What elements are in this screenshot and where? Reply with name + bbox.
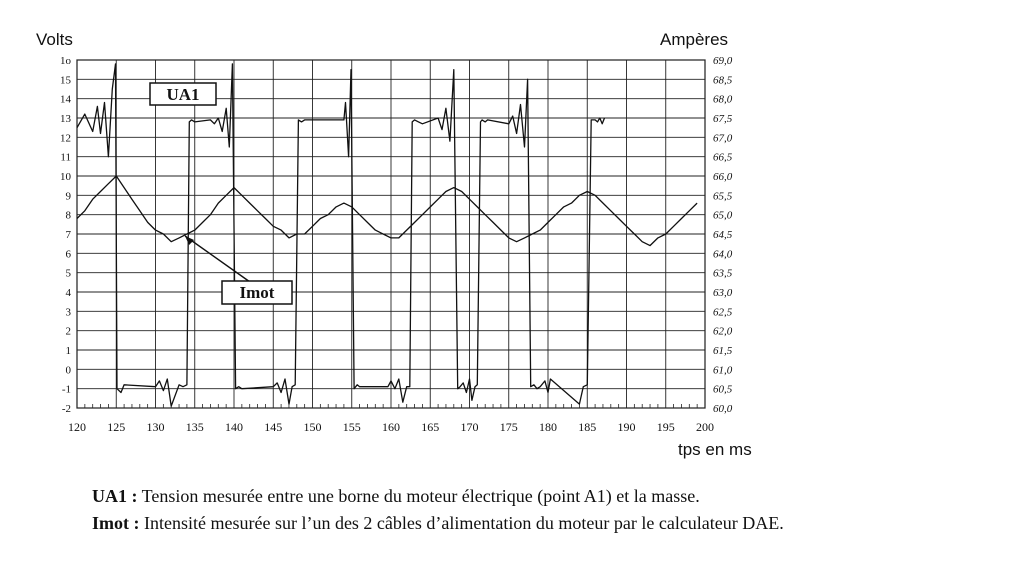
x-tick-label: 145: [264, 420, 283, 434]
y-right-tick-label: 67,0: [713, 132, 733, 145]
y-right-tick-label: 62,0: [713, 325, 733, 338]
caption-desc-ua1: Tension mesurée entre une borne du moteur électrique (point A1) et la masse.: [137, 486, 700, 506]
y-right-tick-label: 64,0: [713, 248, 733, 261]
y-left-tick-label: 8: [65, 209, 71, 222]
y-left-tick-label: 0: [65, 364, 71, 377]
series-layer: [77, 64, 697, 406]
y-left-tick-label: 10: [60, 171, 71, 183]
x-tick-label: 190: [617, 420, 636, 434]
y-left-tick-label: 13: [60, 113, 71, 125]
y-right-tick-label: 64,5: [713, 229, 733, 241]
y-left-tick-label: 15: [60, 74, 71, 87]
y-right-tick-label: 68,5: [713, 74, 733, 87]
y-left-tick-label: 6: [65, 248, 71, 261]
y-right-tick-label: 65,0: [713, 209, 733, 222]
x-tick-label: 155: [342, 420, 361, 434]
x-tick-label: 200: [696, 420, 714, 434]
y-left-tick-label: 9: [65, 190, 71, 203]
imot-arrow-head: [185, 236, 194, 245]
y-left-tick-label: 1: [65, 345, 71, 357]
right-tick-labels: [713, 55, 733, 415]
x-tick-labels: [68, 420, 714, 434]
caption-line-2: [92, 513, 784, 534]
y-right-tick-label: 61,5: [713, 345, 733, 357]
y-right-axis-title: Ampères: [660, 30, 729, 49]
caption-term-imot: Imot :: [92, 513, 140, 533]
ua1-label: UA1: [166, 85, 200, 104]
x-tick-label: 130: [146, 420, 165, 434]
y-left-tick-label: -1: [61, 383, 71, 396]
x-tick-label: 195: [656, 420, 675, 434]
y-left-tick-label: 14: [60, 93, 71, 106]
chart-grid: [77, 60, 705, 408]
y-left-tick-label: 3: [65, 306, 71, 319]
left-tick-labels: [60, 55, 72, 415]
x-tick-label: 120: [68, 420, 86, 434]
x-axis-title: tps en ms: [678, 440, 752, 459]
x-tick-label: 160: [382, 420, 400, 434]
y-right-tick-label: 60,0: [713, 403, 733, 415]
x-tick-label: 125: [107, 420, 126, 434]
y-right-tick-label: 63,0: [713, 287, 733, 299]
y-right-tick-label: 61,0: [713, 364, 733, 377]
y-right-tick-label: 69,0: [713, 55, 733, 67]
y-left-tick-label: 12: [60, 132, 71, 145]
y-right-tick-label: 67,5: [713, 113, 733, 125]
y-right-tick-label: 68,0: [713, 93, 733, 106]
imot-label: Imot: [239, 283, 275, 302]
x-tick-label: 150: [303, 420, 322, 434]
x-tick-label: 135: [185, 420, 204, 434]
y-right-tick-label: 65,5: [713, 190, 733, 203]
series-line-ua1: [77, 64, 605, 406]
y-right-tick-label: 66,0: [713, 171, 733, 183]
annotation-layer: [150, 83, 292, 304]
y-left-axis-title: Volts: [36, 30, 73, 49]
y-right-tick-label: 62,5: [713, 306, 733, 319]
y-left-tick-label: -2: [61, 403, 71, 415]
y-right-tick-label: 63,5: [713, 267, 733, 280]
series-line-imot: [77, 176, 697, 246]
y-right-tick-label: 60,5: [713, 383, 733, 396]
x-tick-label: 140: [225, 420, 243, 434]
y-left-tick-label: 7: [65, 229, 71, 241]
x-tick-label: 170: [460, 420, 479, 434]
caption-desc-imot: Intensité mesurée sur l’un des 2 câbles d’alimentation du moteur par le calculateur DAE.: [139, 513, 784, 533]
y-right-tick-label: 66,5: [713, 151, 733, 164]
y-left-tick-label: 5: [65, 267, 71, 280]
x-tick-label: 175: [499, 420, 518, 434]
y-left-tick-label: 1o: [60, 55, 71, 67]
y-left-tick-label: 11: [60, 151, 71, 164]
x-tick-label: 185: [578, 420, 597, 434]
caption-line-1: [92, 486, 700, 507]
y-left-tick-label: 4: [65, 287, 71, 299]
x-tick-label: 165: [421, 420, 440, 434]
y-left-tick-label: 2: [65, 325, 71, 338]
caption-term-ua1: UA1 :: [92, 486, 138, 506]
x-tick-label: 180: [539, 420, 557, 434]
